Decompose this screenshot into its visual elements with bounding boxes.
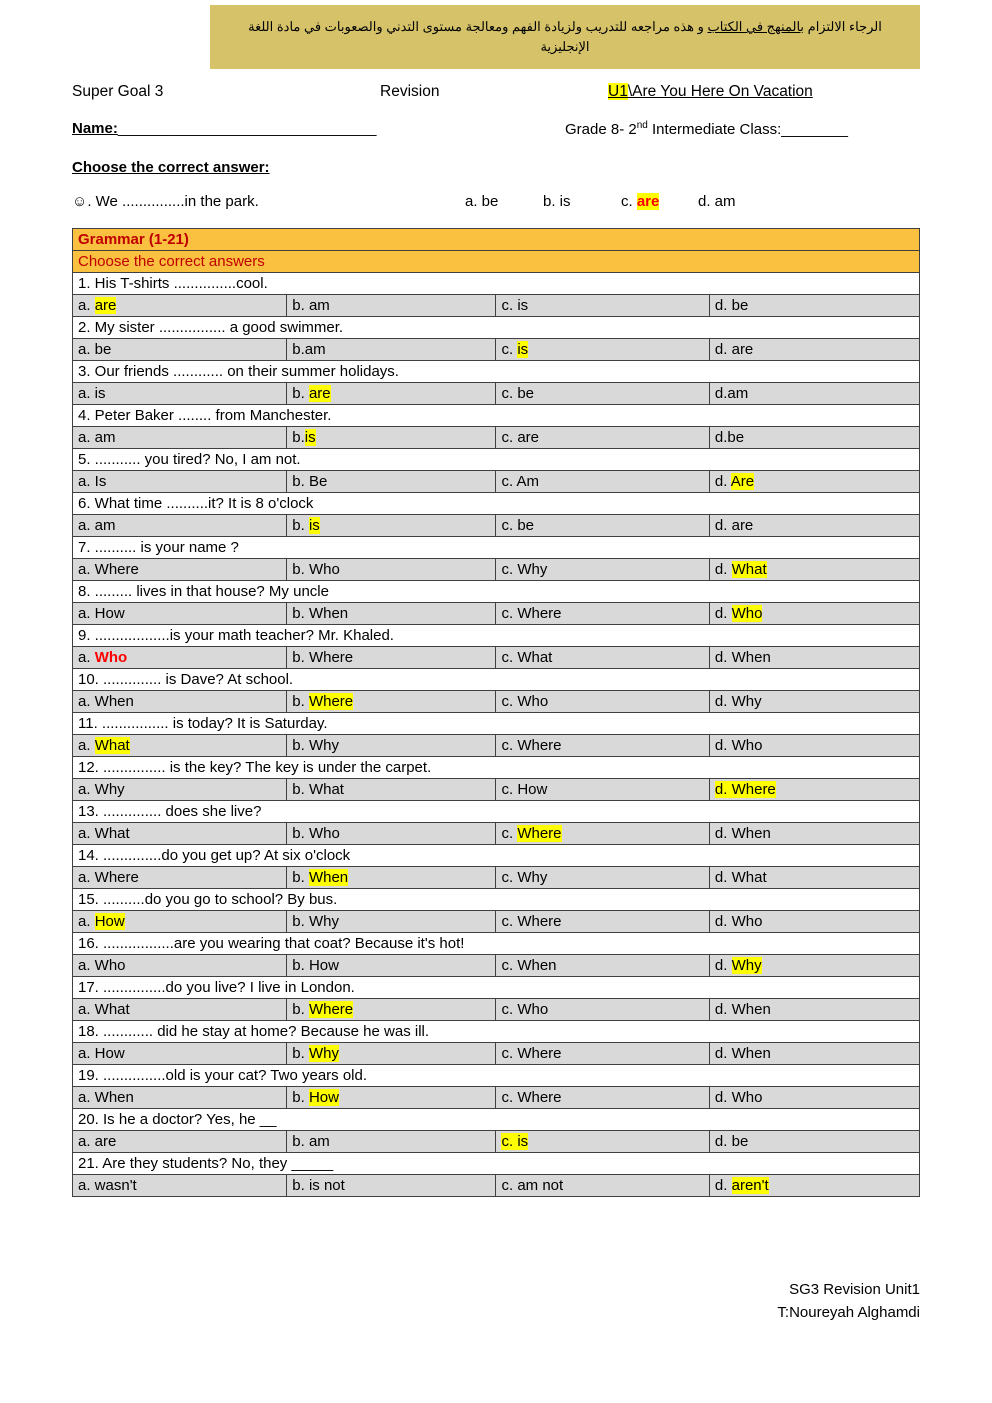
question-row xyxy=(73,449,920,471)
option-d xyxy=(709,691,919,713)
option-b xyxy=(287,339,496,361)
footer-teacher-name: T:Noureyah Alghamdi xyxy=(777,1304,920,1321)
option-b xyxy=(287,999,496,1021)
arabic-notice-underlined: بالمنهج في الكتاب xyxy=(707,19,805,34)
option-a xyxy=(73,559,287,581)
option-b-answer: is xyxy=(304,428,316,446)
option-a-text: a. Where xyxy=(78,868,139,886)
option-d-text: d. xyxy=(714,956,732,974)
option-a xyxy=(73,1175,287,1197)
option-d-text: d. When xyxy=(714,1000,771,1018)
option-a xyxy=(73,691,287,713)
option-b xyxy=(287,691,496,713)
question-text: 16. .................are you wearing that coat? Because it's hot! xyxy=(73,933,920,955)
answer-row xyxy=(73,867,920,889)
option-a-text: a. xyxy=(78,912,95,930)
answer-row xyxy=(73,559,920,581)
option-d-answer: Why xyxy=(731,956,762,974)
option-c-answer: is xyxy=(517,340,529,358)
doc-type-label: Revision xyxy=(380,83,440,100)
name-label: Name: xyxy=(72,120,118,137)
question-text: 13. .............. does she live? xyxy=(73,801,920,823)
option-b-text: b. xyxy=(292,692,309,710)
arabic-notice-start: الرجاء الالتزام xyxy=(804,19,882,34)
option-b-text: b. xyxy=(292,1044,309,1062)
option-b xyxy=(287,911,496,933)
question-text: 18. ............ did he stay at home? Because he was ill. xyxy=(73,1021,920,1043)
option-d-text: d. Who xyxy=(714,912,763,930)
option-a-text: a. are xyxy=(78,1132,117,1150)
answer-row xyxy=(73,295,920,317)
option-b-text: b. xyxy=(292,1088,309,1106)
option-a xyxy=(73,471,287,493)
grade-class-field xyxy=(565,120,848,138)
option-a-answer: are xyxy=(94,296,117,314)
grade-ordinal: nd xyxy=(636,120,648,131)
option-a xyxy=(73,867,287,889)
option-a-text: a. Is xyxy=(78,472,107,490)
option-b xyxy=(287,867,496,889)
answer-row xyxy=(73,647,920,669)
question-row xyxy=(73,977,920,999)
option-c xyxy=(496,515,709,537)
option-b xyxy=(287,427,496,449)
option-d-answer: What xyxy=(731,560,767,578)
answer-row xyxy=(73,779,920,801)
option-c xyxy=(496,471,709,493)
example-option-c xyxy=(621,193,659,210)
question-text: 3. Our friends ............ on their summer holidays. xyxy=(73,361,920,383)
question-row xyxy=(73,757,920,779)
option-c xyxy=(496,911,709,933)
option-d xyxy=(709,1175,919,1197)
option-a-text: a. When xyxy=(78,692,134,710)
name-field xyxy=(72,120,376,137)
question-row xyxy=(73,1153,920,1175)
option-a xyxy=(73,823,287,845)
option-a xyxy=(73,955,287,977)
option-a-text: a. When xyxy=(78,1088,134,1106)
option-a-answer: How xyxy=(94,912,125,930)
option-c xyxy=(496,1131,709,1153)
option-b xyxy=(287,559,496,581)
table-title-row xyxy=(73,229,920,251)
option-d-text: d. xyxy=(714,472,731,490)
option-b-answer: When xyxy=(308,868,349,886)
option-b-text: b. Who xyxy=(292,824,340,842)
option-c-answer: Where xyxy=(517,824,562,842)
option-b-text: b. Who xyxy=(292,560,340,578)
example-option-a: a. be xyxy=(465,193,499,210)
option-d-text: d.be xyxy=(714,428,745,446)
option-c xyxy=(496,339,709,361)
answer-row xyxy=(73,823,920,845)
question-row xyxy=(73,361,920,383)
grade-label: Grade 8- 2 xyxy=(565,121,637,138)
question-text: 20. Is he a doctor? Yes, he __ xyxy=(73,1109,920,1131)
option-d-text: d. xyxy=(714,1176,732,1194)
option-d-answer: Are xyxy=(730,472,755,490)
option-a-text: a. Who xyxy=(78,956,126,974)
option-d xyxy=(709,383,919,405)
option-d xyxy=(709,779,919,801)
option-d xyxy=(709,911,919,933)
option-d-text: d. xyxy=(714,560,732,578)
question-text: 17. ...............do you live? I live in London. xyxy=(73,977,920,999)
option-c-text: c. Am xyxy=(501,472,539,490)
option-c-answer: c. is xyxy=(501,1132,529,1150)
option-b-answer: is xyxy=(308,516,320,534)
option-c-text: c. Who xyxy=(501,1000,549,1018)
class-blank-line: ________ xyxy=(781,121,848,138)
option-b-text: b. Where xyxy=(292,648,354,666)
option-c xyxy=(496,647,709,669)
instruction-heading: Choose the correct answer: xyxy=(72,159,270,176)
option-b-text: b. Why xyxy=(292,912,339,930)
option-d xyxy=(709,647,919,669)
option-b-answer: How xyxy=(308,1088,339,1106)
option-d-text: d. When xyxy=(714,1044,771,1062)
answer-row xyxy=(73,691,920,713)
question-text: 21. Are they students? No, they _____ xyxy=(73,1153,920,1175)
option-a-answer: What xyxy=(94,736,130,754)
option-a xyxy=(73,735,287,757)
option-b xyxy=(287,1131,496,1153)
class-label: Intermediate Class: xyxy=(647,121,782,138)
answer-row xyxy=(73,1043,920,1065)
footer-doc-id: SG3 Revision Unit1 xyxy=(789,1281,920,1298)
answer-row xyxy=(73,427,920,449)
answer-row xyxy=(73,1131,920,1153)
option-a-text: a. Where xyxy=(78,560,139,578)
option-d xyxy=(709,471,919,493)
option-d-text: d. are xyxy=(714,516,754,534)
name-blank-line: _______________________________ xyxy=(117,120,377,137)
option-d xyxy=(709,999,919,1021)
option-b-text: b. How xyxy=(292,956,339,974)
option-c xyxy=(496,823,709,845)
example-question-row xyxy=(72,193,920,215)
option-d xyxy=(709,295,919,317)
answer-row xyxy=(73,603,920,625)
question-row xyxy=(73,537,920,559)
option-b-text: b. xyxy=(292,428,305,446)
option-d-text: d. xyxy=(714,604,732,622)
option-b-text: b. xyxy=(292,384,309,402)
option-c xyxy=(496,779,709,801)
option-d xyxy=(709,515,919,537)
option-d-text: d. are xyxy=(714,340,754,358)
question-text: 12. ............... is the key? The key is under the carpet. xyxy=(73,757,920,779)
option-d-answer: aren't xyxy=(731,1176,769,1194)
unit-name: \Are You Here On Vacation xyxy=(627,83,813,100)
option-b xyxy=(287,823,496,845)
option-c xyxy=(496,603,709,625)
option-a-text: a. wasn't xyxy=(78,1176,137,1194)
option-d-text: d. What xyxy=(714,868,767,886)
arabic-notice-text xyxy=(224,17,906,57)
question-text: 2. My sister ................ a good swimmer. xyxy=(73,317,920,339)
option-b xyxy=(287,779,496,801)
option-d xyxy=(709,339,919,361)
option-c xyxy=(496,1175,709,1197)
option-b xyxy=(287,1043,496,1065)
option-c-text: c. Why xyxy=(501,868,548,886)
option-d-text: d. Who xyxy=(714,736,763,754)
answer-row xyxy=(73,383,920,405)
option-c xyxy=(496,295,709,317)
option-c-text: c. When xyxy=(501,956,557,974)
option-c-text: c. Where xyxy=(501,912,562,930)
question-row xyxy=(73,581,920,603)
option-c-text: c. Who xyxy=(501,692,549,710)
option-b-text: b. Why xyxy=(292,736,339,754)
question-text: 14. ..............do you get up? At six o'clock xyxy=(73,845,920,867)
option-b-text: b. xyxy=(292,1000,309,1018)
example-option-c-prefix: c. xyxy=(621,193,637,210)
option-d-text: d. Why xyxy=(714,692,762,710)
question-text: 6. What time ..........it? It is 8 o'clock xyxy=(73,493,920,515)
option-b xyxy=(287,1175,496,1197)
question-text: 8. ......... lives in that house? My uncle xyxy=(73,581,920,603)
option-d xyxy=(709,735,919,757)
student-info-row xyxy=(72,120,920,142)
question-row xyxy=(73,845,920,867)
option-b xyxy=(287,383,496,405)
arabic-notice xyxy=(210,5,920,69)
option-a-text: a. What xyxy=(78,824,130,842)
option-d xyxy=(709,559,919,581)
option-a-text: a. be xyxy=(78,340,112,358)
option-c xyxy=(496,427,709,449)
option-c xyxy=(496,735,709,757)
option-d xyxy=(709,955,919,977)
option-d xyxy=(709,603,919,625)
option-a xyxy=(73,1131,287,1153)
course-title: Super Goal 3 xyxy=(72,83,164,100)
option-d-text: d.am xyxy=(714,384,749,402)
option-b xyxy=(287,735,496,757)
example-option-c-answer: are xyxy=(636,193,660,210)
answer-row xyxy=(73,911,920,933)
option-b-answer: Where xyxy=(308,692,354,710)
option-a-text: a. Why xyxy=(78,780,125,798)
option-b-text: b. is not xyxy=(292,1176,345,1194)
option-c-text: c. Where xyxy=(501,736,562,754)
document-footer xyxy=(777,1278,920,1324)
grammar-table xyxy=(72,228,920,1197)
option-d-text: d. When xyxy=(714,648,771,666)
option-d-text: d. be xyxy=(714,296,749,314)
option-b xyxy=(287,603,496,625)
option-a xyxy=(73,339,287,361)
table-subtitle: Choose the correct answers xyxy=(73,251,920,273)
example-option-d: d. am xyxy=(698,193,736,210)
answer-row xyxy=(73,999,920,1021)
answer-row xyxy=(73,515,920,537)
question-text: 4. Peter Baker ........ from Manchester. xyxy=(73,405,920,427)
option-d xyxy=(709,867,919,889)
option-d-text: d. Who xyxy=(714,1088,763,1106)
option-b xyxy=(287,955,496,977)
question-row xyxy=(73,1109,920,1131)
option-a-text: a. xyxy=(78,648,95,666)
option-a-text: a. is xyxy=(78,384,106,402)
option-c xyxy=(496,955,709,977)
option-d-answer: Who xyxy=(731,604,763,622)
option-d xyxy=(709,1087,919,1109)
question-row xyxy=(73,933,920,955)
option-c-text: c. xyxy=(501,340,518,358)
option-a xyxy=(73,1043,287,1065)
question-text: 1. His T-shirts ...............cool. xyxy=(73,273,920,295)
option-a-text: a. How xyxy=(78,604,125,622)
question-text: 19. ...............old is your cat? Two years old. xyxy=(73,1065,920,1087)
question-row xyxy=(73,1021,920,1043)
option-a xyxy=(73,647,287,669)
question-text: 7. .......... is your name ? xyxy=(73,537,920,559)
option-c-text: c. be xyxy=(501,384,535,402)
option-a xyxy=(73,295,287,317)
question-row xyxy=(73,493,920,515)
question-text: 9. ..................is your math teacher? Mr. Khaled. xyxy=(73,625,920,647)
unit-number: U1 xyxy=(608,83,628,100)
question-text: 10. .............. is Dave? At school. xyxy=(73,669,920,691)
arabic-notice-rest: و هذه مراجعه للتدريب ولزيادة الفهم ومعالجة مستوى التدني والصعوبات في مادة اللغة الإنجليزية xyxy=(248,19,708,54)
option-c-text: c. am not xyxy=(501,1176,564,1194)
option-b xyxy=(287,1087,496,1109)
question-row xyxy=(73,889,920,911)
document-header xyxy=(72,83,920,105)
option-a xyxy=(73,383,287,405)
option-a-text: a. am xyxy=(78,516,116,534)
answer-row xyxy=(73,1175,920,1197)
example-option-b: b. is xyxy=(543,193,571,210)
option-b xyxy=(287,647,496,669)
option-a xyxy=(73,779,287,801)
option-b-text: b. What xyxy=(292,780,344,798)
option-c xyxy=(496,383,709,405)
option-a xyxy=(73,911,287,933)
option-a-text: a. xyxy=(78,736,95,754)
option-d xyxy=(709,1131,919,1153)
option-a-text: a. am xyxy=(78,428,116,446)
option-c-text: c. Where xyxy=(501,604,562,622)
option-d-text: d. be xyxy=(714,1132,749,1150)
unit-title xyxy=(608,83,813,101)
option-c xyxy=(496,1087,709,1109)
answer-row xyxy=(73,735,920,757)
answer-row xyxy=(73,955,920,977)
option-c xyxy=(496,691,709,713)
option-c-text: c. is xyxy=(501,296,529,314)
answer-row xyxy=(73,339,920,361)
question-row xyxy=(73,669,920,691)
option-b-text: b. Be xyxy=(292,472,328,490)
option-b-answer: are xyxy=(308,384,331,402)
option-c-text: c. are xyxy=(501,428,539,446)
question-row xyxy=(73,317,920,339)
option-c-text: c. xyxy=(501,824,518,842)
option-b xyxy=(287,295,496,317)
option-a xyxy=(73,515,287,537)
option-d-answer: d. Where xyxy=(714,780,776,798)
option-b-text: b. xyxy=(292,516,309,534)
option-d-text: d. When xyxy=(714,824,771,842)
question-row xyxy=(73,713,920,735)
option-c-text: c. What xyxy=(501,648,553,666)
option-a xyxy=(73,1087,287,1109)
option-b-text: b. xyxy=(292,868,309,886)
question-text: 15. ..........do you go to school? By bus. xyxy=(73,889,920,911)
option-a xyxy=(73,427,287,449)
option-b-answer: Where xyxy=(308,1000,354,1018)
question-text: 5. ........... you tired? No, I am not. xyxy=(73,449,920,471)
option-c xyxy=(496,999,709,1021)
option-d xyxy=(709,427,919,449)
question-text: 11. ................ is today? It is Saturday. xyxy=(73,713,920,735)
option-c xyxy=(496,559,709,581)
option-c xyxy=(496,1043,709,1065)
option-a xyxy=(73,999,287,1021)
option-a-answer: Who xyxy=(94,648,128,666)
option-b-answer: Why xyxy=(308,1044,339,1062)
option-a-text: a. xyxy=(78,296,95,314)
option-d xyxy=(709,1043,919,1065)
option-b xyxy=(287,515,496,537)
table-subtitle-row xyxy=(73,251,920,273)
option-c xyxy=(496,867,709,889)
option-c-text: c. Where xyxy=(501,1044,562,1062)
table-title: Grammar (1-21) xyxy=(73,229,920,251)
example-question-text: ☺. We ...............in the park. xyxy=(72,193,259,210)
option-c-text: c. Where xyxy=(501,1088,562,1106)
question-row xyxy=(73,405,920,427)
option-c-text: c. How xyxy=(501,780,548,798)
answer-row xyxy=(73,1087,920,1109)
question-row xyxy=(73,801,920,823)
question-row xyxy=(73,1065,920,1087)
option-a-text: a. What xyxy=(78,1000,130,1018)
option-c-text: c. Why xyxy=(501,560,548,578)
option-a-text: a. How xyxy=(78,1044,125,1062)
answer-row xyxy=(73,471,920,493)
option-d xyxy=(709,823,919,845)
question-row xyxy=(73,273,920,295)
option-b xyxy=(287,471,496,493)
option-b-text: b. When xyxy=(292,604,349,622)
option-c-text: c. be xyxy=(501,516,535,534)
option-b-text: b. am xyxy=(292,1132,330,1150)
option-a xyxy=(73,603,287,625)
option-b-text: b.am xyxy=(292,340,326,358)
question-row xyxy=(73,625,920,647)
option-b-text: b. am xyxy=(292,296,330,314)
